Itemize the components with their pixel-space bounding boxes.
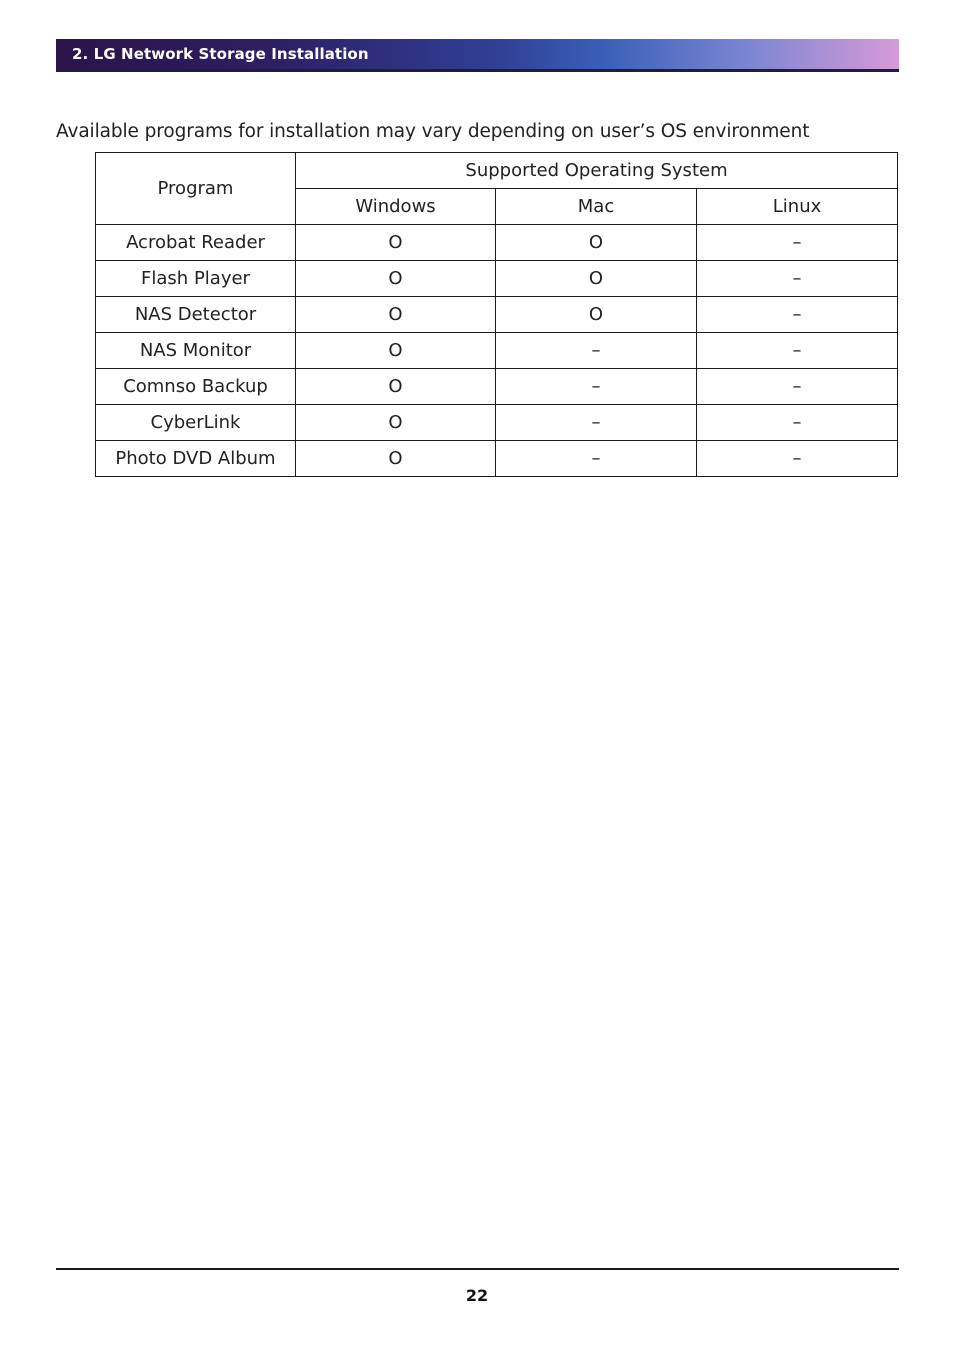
mac-support-cell: O [496, 225, 697, 261]
windows-support-cell: O [296, 225, 496, 261]
linux-support-cell: – [697, 261, 898, 297]
program-name-cell: CyberLink [96, 405, 296, 441]
program-column-header: Program [96, 153, 296, 225]
program-name-cell: NAS Detector [96, 297, 296, 333]
program-name-cell: Acrobat Reader [96, 225, 296, 261]
table-row [96, 369, 898, 405]
windows-support-cell: O [296, 405, 496, 441]
linux-support-cell: – [697, 405, 898, 441]
windows-support-cell: O [296, 333, 496, 369]
section-title: 2. LG Network Storage Installation [72, 45, 369, 63]
program-name-cell: Comnso Backup [96, 369, 296, 405]
linux-column-header: Linux [697, 189, 898, 225]
mac-support-cell: – [496, 369, 697, 405]
linux-support-cell: – [697, 369, 898, 405]
windows-column-header: Windows [296, 189, 496, 225]
windows-support-cell: O [296, 297, 496, 333]
windows-support-cell: O [296, 369, 496, 405]
mac-column-header: Mac [496, 189, 697, 225]
os-group-header: Supported Operating System [296, 153, 898, 189]
mac-support-cell: – [496, 441, 697, 477]
mac-support-cell: O [496, 297, 697, 333]
section-header-bar [56, 39, 899, 72]
table-header-row [96, 153, 898, 189]
table-row [96, 261, 898, 297]
linux-support-cell: – [697, 297, 898, 333]
table-row [96, 225, 898, 261]
os-support-table [95, 152, 898, 477]
mac-support-cell: – [496, 405, 697, 441]
footer-divider [56, 1268, 899, 1270]
intro-text: Available programs for installation may vary depending on user’s OS environment [56, 121, 810, 142]
table-row [96, 441, 898, 477]
windows-support-cell: O [296, 261, 496, 297]
table-row [96, 297, 898, 333]
mac-support-cell: – [496, 333, 697, 369]
linux-support-cell: – [697, 441, 898, 477]
program-name-cell: Photo DVD Album [96, 441, 296, 477]
linux-support-cell: – [697, 225, 898, 261]
mac-support-cell: O [496, 261, 697, 297]
table-row [96, 405, 898, 441]
windows-support-cell: O [296, 441, 496, 477]
linux-support-cell: – [697, 333, 898, 369]
program-name-cell: NAS Monitor [96, 333, 296, 369]
program-name-cell: Flash Player [96, 261, 296, 297]
table-row [96, 333, 898, 369]
page-number: 22 [465, 1286, 489, 1305]
